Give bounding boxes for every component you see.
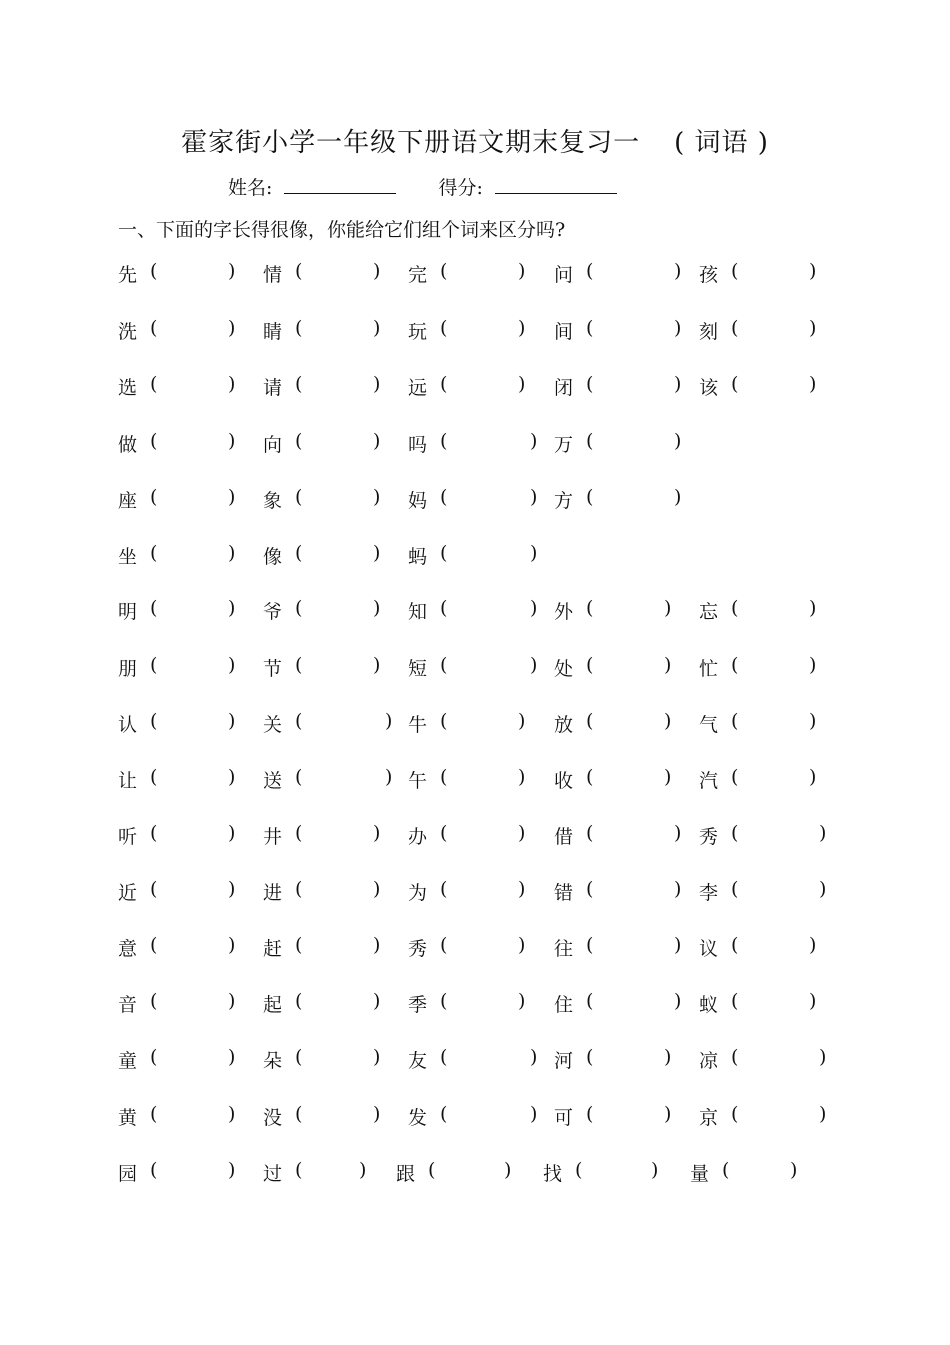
student-info bbox=[228, 173, 617, 200]
target-character: 朵 bbox=[263, 1050, 283, 1072]
target-character: 外 bbox=[554, 601, 574, 623]
answer-blank-close: ) bbox=[674, 373, 682, 395]
answer-blank-close: ) bbox=[518, 878, 526, 900]
target-character: 忘 bbox=[699, 601, 719, 623]
target-character: 坐 bbox=[118, 546, 138, 568]
answer-blank-open[interactable]: ( bbox=[586, 1046, 594, 1068]
target-character: 吗 bbox=[408, 434, 428, 456]
answer-blank-close: ) bbox=[530, 430, 538, 452]
target-character: 短 bbox=[408, 658, 428, 680]
answer-blank-open[interactable]: ( bbox=[731, 766, 739, 788]
answer-blank-close: ) bbox=[228, 934, 236, 956]
answer-blank-close: ) bbox=[809, 597, 817, 619]
answer-blank-open[interactable]: ( bbox=[731, 260, 739, 282]
answer-blank-close: ) bbox=[228, 542, 236, 564]
word-row bbox=[0, 317, 950, 347]
word-row bbox=[0, 260, 950, 290]
answer-blank-open[interactable]: ( bbox=[440, 1046, 448, 1068]
target-character: 井 bbox=[263, 826, 283, 848]
target-character: 洗 bbox=[118, 321, 138, 343]
answer-blank-close: ) bbox=[373, 990, 381, 1012]
target-character: 友 bbox=[408, 1050, 428, 1072]
answer-blank-open[interactable]: ( bbox=[731, 822, 739, 844]
answer-blank-open[interactable]: ( bbox=[150, 486, 158, 508]
answer-blank-close: ) bbox=[674, 260, 682, 282]
answer-blank-open[interactable]: ( bbox=[150, 710, 158, 732]
answer-blank-open[interactable]: ( bbox=[440, 822, 448, 844]
target-character: 可 bbox=[554, 1107, 574, 1129]
target-character: 蚂 bbox=[408, 546, 428, 568]
answer-blank-open[interactable]: ( bbox=[586, 710, 594, 732]
target-character: 赶 bbox=[263, 938, 283, 960]
answer-blank-close: ) bbox=[385, 766, 393, 788]
target-character: 跟 bbox=[396, 1163, 416, 1185]
answer-blank-open[interactable]: ( bbox=[295, 1046, 303, 1068]
word-row bbox=[0, 1046, 950, 1076]
answer-blank-open[interactable]: ( bbox=[586, 878, 594, 900]
answer-blank-close: ) bbox=[373, 317, 381, 339]
answer-blank-close: ) bbox=[518, 373, 526, 395]
answer-blank-close: ) bbox=[674, 990, 682, 1012]
answer-blank-close: ) bbox=[651, 1159, 659, 1181]
answer-blank-close: ) bbox=[518, 260, 526, 282]
answer-blank-open[interactable]: ( bbox=[150, 542, 158, 564]
answer-blank-close: ) bbox=[373, 486, 381, 508]
target-character: 朋 bbox=[118, 658, 138, 680]
answer-blank-open[interactable]: ( bbox=[586, 486, 594, 508]
answer-blank-close: ) bbox=[228, 990, 236, 1012]
answer-blank-close: ) bbox=[228, 317, 236, 339]
answer-blank-open[interactable]: ( bbox=[150, 260, 158, 282]
answer-blank-open[interactable]: ( bbox=[295, 934, 303, 956]
answer-blank-close: ) bbox=[228, 766, 236, 788]
target-character: 玩 bbox=[408, 321, 428, 343]
word-row bbox=[0, 373, 950, 403]
answer-blank-close: ) bbox=[228, 430, 236, 452]
target-character: 放 bbox=[554, 714, 574, 736]
answer-blank-close: ) bbox=[373, 597, 381, 619]
score-label: 得分: bbox=[438, 177, 483, 199]
answer-blank-close: ) bbox=[228, 1159, 236, 1181]
answer-blank-open[interactable]: ( bbox=[731, 1046, 739, 1068]
answer-blank-open[interactable]: ( bbox=[731, 597, 739, 619]
answer-blank-open[interactable]: ( bbox=[440, 934, 448, 956]
answer-blank-open[interactable]: ( bbox=[731, 934, 739, 956]
target-character: 选 bbox=[118, 377, 138, 399]
answer-blank-open[interactable]: ( bbox=[586, 1103, 594, 1125]
word-row bbox=[0, 654, 950, 684]
answer-blank-open[interactable]: ( bbox=[150, 654, 158, 676]
answer-blank-close: ) bbox=[228, 597, 236, 619]
target-character: 该 bbox=[699, 377, 719, 399]
answer-blank-open[interactable]: ( bbox=[295, 373, 303, 395]
answer-blank-close: ) bbox=[674, 430, 682, 452]
answer-blank-close: ) bbox=[819, 878, 827, 900]
target-character: 住 bbox=[554, 994, 574, 1016]
answer-blank-open[interactable]: ( bbox=[150, 317, 158, 339]
answer-blank-close: ) bbox=[373, 878, 381, 900]
target-character: 午 bbox=[408, 770, 428, 792]
answer-blank-open[interactable]: ( bbox=[440, 542, 448, 564]
answer-blank-close: ) bbox=[228, 654, 236, 676]
answer-blank-open[interactable]: ( bbox=[440, 597, 448, 619]
question-1-prompt: 一、下面的字长得很像，你能给它们组个词来区分吗? bbox=[118, 219, 566, 241]
answer-blank-close: ) bbox=[664, 1103, 672, 1125]
answer-blank-open[interactable]: ( bbox=[586, 317, 594, 339]
target-character: 汽 bbox=[699, 770, 719, 792]
answer-blank-close: ) bbox=[809, 260, 817, 282]
answer-blank-close: ) bbox=[664, 597, 672, 619]
target-character: 座 bbox=[118, 490, 138, 512]
target-character: 河 bbox=[554, 1050, 574, 1072]
answer-blank-open[interactable]: ( bbox=[731, 317, 739, 339]
answer-blank-close: ) bbox=[674, 486, 682, 508]
target-character: 听 bbox=[118, 826, 138, 848]
target-character: 错 bbox=[554, 882, 574, 904]
target-character: 蚁 bbox=[699, 994, 719, 1016]
target-character: 睛 bbox=[263, 321, 283, 343]
target-character: 意 bbox=[118, 938, 138, 960]
answer-blank-open[interactable]: ( bbox=[440, 486, 448, 508]
answer-blank-close: ) bbox=[530, 654, 538, 676]
answer-blank-open[interactable]: ( bbox=[440, 317, 448, 339]
answer-blank-close: ) bbox=[664, 766, 672, 788]
answer-blank-close: ) bbox=[518, 822, 526, 844]
target-character: 间 bbox=[554, 321, 574, 343]
answer-blank-close: ) bbox=[674, 822, 682, 844]
answer-blank-open[interactable]: ( bbox=[295, 430, 303, 452]
target-character: 先 bbox=[118, 264, 138, 286]
answer-blank-close: ) bbox=[530, 597, 538, 619]
target-character: 妈 bbox=[408, 490, 428, 512]
target-character: 近 bbox=[118, 882, 138, 904]
answer-blank-open[interactable]: ( bbox=[440, 710, 448, 732]
title-main: 霍家街小学一年级下册语文期末复习一 bbox=[181, 128, 641, 158]
target-character: 认 bbox=[118, 714, 138, 736]
word-row bbox=[0, 710, 950, 740]
answer-blank-open[interactable]: ( bbox=[440, 990, 448, 1012]
target-character: 秀 bbox=[699, 826, 719, 848]
answer-blank-open[interactable]: ( bbox=[150, 990, 158, 1012]
target-character: 秀 bbox=[408, 938, 428, 960]
answer-blank-open[interactable]: ( bbox=[440, 766, 448, 788]
target-character: 闭 bbox=[554, 377, 574, 399]
answer-blank-close: ) bbox=[809, 990, 817, 1012]
target-character: 进 bbox=[263, 882, 283, 904]
answer-blank-open[interactable]: ( bbox=[586, 260, 594, 282]
target-character: 方 bbox=[554, 490, 574, 512]
answer-blank-open[interactable]: ( bbox=[150, 878, 158, 900]
answer-blank-close: ) bbox=[809, 654, 817, 676]
target-character: 做 bbox=[118, 434, 138, 456]
answer-blank-close: ) bbox=[228, 822, 236, 844]
target-character: 找 bbox=[543, 1163, 563, 1185]
answer-blank-open[interactable]: ( bbox=[722, 1159, 730, 1181]
target-character: 爷 bbox=[263, 601, 283, 623]
answer-blank-open[interactable]: ( bbox=[295, 654, 303, 676]
target-character: 明 bbox=[118, 601, 138, 623]
answer-blank-open[interactable]: ( bbox=[440, 260, 448, 282]
target-character: 收 bbox=[554, 770, 574, 792]
answer-blank-close: ) bbox=[228, 486, 236, 508]
answer-blank-open[interactable]: ( bbox=[586, 766, 594, 788]
score-blank[interactable] bbox=[495, 175, 617, 194]
target-character: 处 bbox=[554, 658, 574, 680]
answer-blank-close: ) bbox=[228, 710, 236, 732]
answer-blank-close: ) bbox=[373, 1046, 381, 1068]
target-character: 往 bbox=[554, 938, 574, 960]
answer-blank-open[interactable]: ( bbox=[586, 990, 594, 1012]
target-character: 送 bbox=[263, 770, 283, 792]
answer-blank-open[interactable]: ( bbox=[575, 1159, 583, 1181]
answer-blank-open[interactable]: ( bbox=[150, 1103, 158, 1125]
answer-blank-close: ) bbox=[809, 934, 817, 956]
target-character: 孩 bbox=[699, 264, 719, 286]
answer-blank-close: ) bbox=[373, 934, 381, 956]
answer-blank-close: ) bbox=[530, 1103, 538, 1125]
answer-blank-close: ) bbox=[809, 710, 817, 732]
target-character: 节 bbox=[263, 658, 283, 680]
word-row bbox=[0, 878, 950, 908]
target-character: 音 bbox=[118, 994, 138, 1016]
answer-blank-close: ) bbox=[809, 373, 817, 395]
name-label: 姓名: bbox=[228, 177, 273, 199]
target-character: 向 bbox=[263, 434, 283, 456]
answer-blank-close: ) bbox=[809, 766, 817, 788]
answer-blank-close: ) bbox=[373, 1103, 381, 1125]
target-character: 忙 bbox=[699, 658, 719, 680]
answer-blank-close: ) bbox=[809, 317, 817, 339]
page-title bbox=[0, 122, 950, 159]
target-character: 请 bbox=[263, 377, 283, 399]
answer-blank-close: ) bbox=[504, 1159, 512, 1181]
target-character: 牛 bbox=[408, 714, 428, 736]
answer-blank-open[interactable]: ( bbox=[295, 542, 303, 564]
answer-blank-open[interactable]: ( bbox=[440, 373, 448, 395]
target-character: 园 bbox=[118, 1163, 138, 1185]
answer-blank-open[interactable]: ( bbox=[586, 597, 594, 619]
target-character: 议 bbox=[699, 938, 719, 960]
answer-blank-open[interactable]: ( bbox=[150, 766, 158, 788]
target-character: 远 bbox=[408, 377, 428, 399]
answer-blank-open[interactable]: ( bbox=[295, 822, 303, 844]
answer-blank-open[interactable]: ( bbox=[731, 1103, 739, 1125]
target-character: 完 bbox=[408, 264, 428, 286]
answer-blank-open[interactable]: ( bbox=[295, 597, 303, 619]
target-character: 过 bbox=[263, 1163, 283, 1185]
title-subtitle: ( 词语 ) bbox=[674, 128, 769, 158]
word-row bbox=[0, 486, 950, 516]
answer-blank-close: ) bbox=[373, 430, 381, 452]
answer-blank-close: ) bbox=[228, 1046, 236, 1068]
target-character: 季 bbox=[408, 994, 428, 1016]
word-row bbox=[0, 990, 950, 1020]
answer-blank-open[interactable]: ( bbox=[295, 878, 303, 900]
answer-blank-close: ) bbox=[819, 1103, 827, 1125]
answer-blank-close: ) bbox=[819, 1046, 827, 1068]
target-character: 刻 bbox=[699, 321, 719, 343]
answer-blank-open[interactable]: ( bbox=[586, 373, 594, 395]
answer-blank-close: ) bbox=[373, 542, 381, 564]
word-row bbox=[0, 766, 950, 796]
target-character: 童 bbox=[118, 1050, 138, 1072]
target-character: 像 bbox=[263, 546, 283, 568]
answer-blank-close: ) bbox=[674, 934, 682, 956]
answer-blank-open[interactable]: ( bbox=[295, 710, 303, 732]
answer-blank-close: ) bbox=[664, 1046, 672, 1068]
answer-blank-close: ) bbox=[790, 1159, 798, 1181]
answer-blank-close: ) bbox=[373, 373, 381, 395]
answer-blank-close: ) bbox=[530, 542, 538, 564]
target-character: 发 bbox=[408, 1107, 428, 1129]
answer-blank-open[interactable]: ( bbox=[586, 430, 594, 452]
answer-blank-open[interactable]: ( bbox=[150, 1159, 158, 1181]
answer-blank-close: ) bbox=[228, 878, 236, 900]
answer-blank-open[interactable]: ( bbox=[150, 822, 158, 844]
answer-blank-open[interactable]: ( bbox=[440, 430, 448, 452]
answer-blank-open[interactable]: ( bbox=[295, 486, 303, 508]
target-character: 问 bbox=[554, 264, 574, 286]
answer-blank-open[interactable]: ( bbox=[586, 822, 594, 844]
answer-blank-close: ) bbox=[664, 710, 672, 732]
answer-blank-open[interactable]: ( bbox=[440, 1103, 448, 1125]
target-character: 情 bbox=[263, 264, 283, 286]
target-character: 象 bbox=[263, 490, 283, 512]
target-character: 没 bbox=[263, 1107, 283, 1129]
answer-blank-close: ) bbox=[518, 766, 526, 788]
target-character: 李 bbox=[699, 882, 719, 904]
target-character: 借 bbox=[554, 826, 574, 848]
answer-blank-open[interactable]: ( bbox=[586, 654, 594, 676]
answer-blank-open[interactable]: ( bbox=[295, 1159, 303, 1181]
target-character: 京 bbox=[699, 1107, 719, 1129]
target-character: 关 bbox=[263, 714, 283, 736]
answer-blank-open[interactable]: ( bbox=[440, 878, 448, 900]
answer-blank-open[interactable]: ( bbox=[295, 990, 303, 1012]
word-row bbox=[0, 1103, 950, 1133]
word-row bbox=[0, 542, 950, 572]
target-character: 起 bbox=[263, 994, 283, 1016]
answer-blank-close: ) bbox=[530, 486, 538, 508]
answer-blank-open[interactable]: ( bbox=[150, 934, 158, 956]
answer-blank-open[interactable]: ( bbox=[586, 934, 594, 956]
word-row bbox=[0, 934, 950, 964]
answer-blank-close: ) bbox=[373, 654, 381, 676]
target-character: 办 bbox=[408, 826, 428, 848]
answer-blank-open[interactable]: ( bbox=[731, 710, 739, 732]
target-character: 万 bbox=[554, 434, 574, 456]
answer-blank-close: ) bbox=[664, 654, 672, 676]
answer-blank-open[interactable]: ( bbox=[150, 1046, 158, 1068]
target-character: 为 bbox=[408, 882, 428, 904]
answer-blank-close: ) bbox=[518, 934, 526, 956]
answer-blank-open[interactable]: ( bbox=[731, 373, 739, 395]
answer-blank-open[interactable]: ( bbox=[440, 654, 448, 676]
answer-blank-open[interactable]: ( bbox=[428, 1159, 436, 1181]
answer-blank-open[interactable]: ( bbox=[731, 654, 739, 676]
answer-blank-open[interactable]: ( bbox=[731, 990, 739, 1012]
word-row bbox=[0, 1159, 950, 1189]
answer-blank-close: ) bbox=[674, 317, 682, 339]
target-character: 凉 bbox=[699, 1050, 719, 1072]
target-character: 量 bbox=[690, 1163, 710, 1185]
answer-blank-open[interactable]: ( bbox=[150, 373, 158, 395]
answer-blank-close: ) bbox=[228, 260, 236, 282]
answer-blank-close: ) bbox=[518, 990, 526, 1012]
answer-blank-open[interactable]: ( bbox=[295, 260, 303, 282]
answer-blank-close: ) bbox=[518, 710, 526, 732]
answer-blank-close: ) bbox=[385, 710, 393, 732]
answer-blank-close: ) bbox=[228, 373, 236, 395]
answer-blank-close: ) bbox=[518, 317, 526, 339]
answer-blank-open[interactable]: ( bbox=[295, 1103, 303, 1125]
answer-blank-open[interactable]: ( bbox=[295, 317, 303, 339]
answer-blank-close: ) bbox=[530, 1046, 538, 1068]
word-row bbox=[0, 597, 950, 627]
target-character: 让 bbox=[118, 770, 138, 792]
target-character: 黄 bbox=[118, 1107, 138, 1129]
target-character: 知 bbox=[408, 601, 428, 623]
answer-blank-open[interactable]: ( bbox=[295, 766, 303, 788]
answer-blank-close: ) bbox=[359, 1159, 367, 1181]
target-character: 气 bbox=[699, 714, 719, 736]
answer-blank-open[interactable]: ( bbox=[731, 878, 739, 900]
word-row bbox=[0, 822, 950, 852]
answer-blank-close: ) bbox=[373, 260, 381, 282]
answer-blank-close: ) bbox=[228, 1103, 236, 1125]
name-blank[interactable] bbox=[284, 175, 396, 194]
answer-blank-open[interactable]: ( bbox=[150, 597, 158, 619]
answer-blank-open[interactable]: ( bbox=[150, 430, 158, 452]
answer-blank-close: ) bbox=[373, 822, 381, 844]
answer-blank-close: ) bbox=[819, 822, 827, 844]
answer-blank-close: ) bbox=[674, 878, 682, 900]
word-row bbox=[0, 430, 950, 460]
